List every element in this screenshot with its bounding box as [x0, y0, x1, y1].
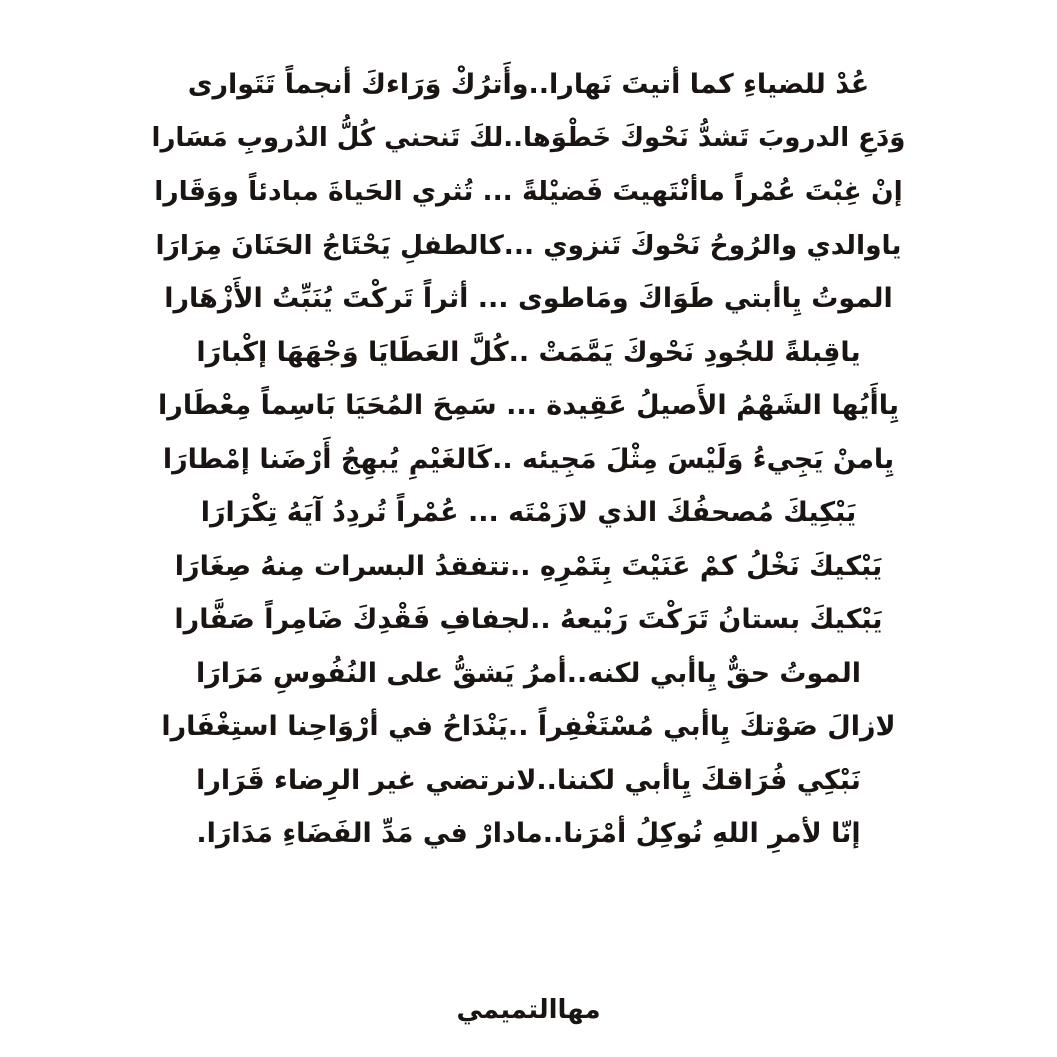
poem-verses — [150, 58, 907, 861]
poem-verse: ياوالدي والرُوحُ نَحْوكَ تَنزوي ...كالطفلِ يَحْتَاجُ الحَنَانَ مِرَارَا — [155, 229, 902, 261]
poem-verse: يِامنْ يَجِيءُ وَلَيْسَ مِثْلَ مَجِيئه ..كَالغَيْمِ يُبهِجُ أَرْضَنا إمْطارَا — [162, 443, 895, 475]
poem-verse: لازالَ صَوْتكَ يِاأبي مُسْتَغْفِراً ..يَنْدَاحُ في أرْوَاحِنا استِغْفَارا — [161, 711, 896, 742]
poem-verse: نَبْكِي فُرَاقكَ يِاأبي لكننا..لانرتضي غير الرِضاء قَرَارا — [196, 764, 861, 796]
poem-verse: الموتُ حقٌّ يِاأبي لكنه..أمرُ يَشقُّ على النُفُوسِ مَرَارَا — [196, 657, 861, 689]
poem-verse: الموتُ يِاأبتي طَوَاكَ ومَاطوى ... أثراً تَركْتَ يُنَبِّتُ الأَزْهَارا — [164, 283, 893, 314]
poem-verse: إنّا لأمرِ اللهِ نُوكِلُ أمْرَنا..مادارْ في مَدِّ الفَضَاءِ مَدَارَا. — [196, 818, 861, 849]
poem-verse: عُدْ للضياءِ كما أتيتَ نَهارا..وأَترُكْ وَرَاءكَ أنجماً تَتَوارى — [187, 69, 870, 100]
poem-verse: يِاأَيُها الشَهْمُ الأَصيلُ عَقِيدة ... سَمِحَ المُحَيَا بَاسِماً مِعْطَارا — [158, 390, 899, 421]
poet-signature: مهاالتميمي — [456, 995, 601, 1025]
poem-verse: يَبْكِيكَ مُصحفُكَ الذي لازَمْتَه ... عُمْراً تُردِدُ آيَهُ تِكْرَارَا — [200, 497, 857, 528]
poem-verse: وَدَعِ الدروبَ تَشدُّ نَحْوكَ خَطْوَها..لكَ تَنحني كُلُّ الدُروبِ مَسَارا — [151, 122, 906, 153]
poem-verse: يَبْكيكَ نَخْلُ كمْ عَنَيْتَ بِتَمْرِهِ ..تتفقدُ البسرات مِنهُ صِغَارَا — [174, 550, 883, 582]
poem-verse: يَبْكيكَ بستانُ تَرَكْتَ رَبْيعهُ ..لجفافِ فَقْدِكَ ضَامِراً صَفَّارا — [174, 604, 883, 635]
poem-verse: إنْ غِبْتَ عُمْراً ماأنْتَهيتَ فَضيْلةً ... تُثري الحَياةَ مبادئاً ووَقَارا — [154, 176, 903, 207]
poem-verse: ياقِبلةً للجُودِ نَحْوكَ يَمَّمَتْ ..كُلَّ العَطَايَا وَجْهَهَا إكْبارَا — [196, 336, 861, 368]
